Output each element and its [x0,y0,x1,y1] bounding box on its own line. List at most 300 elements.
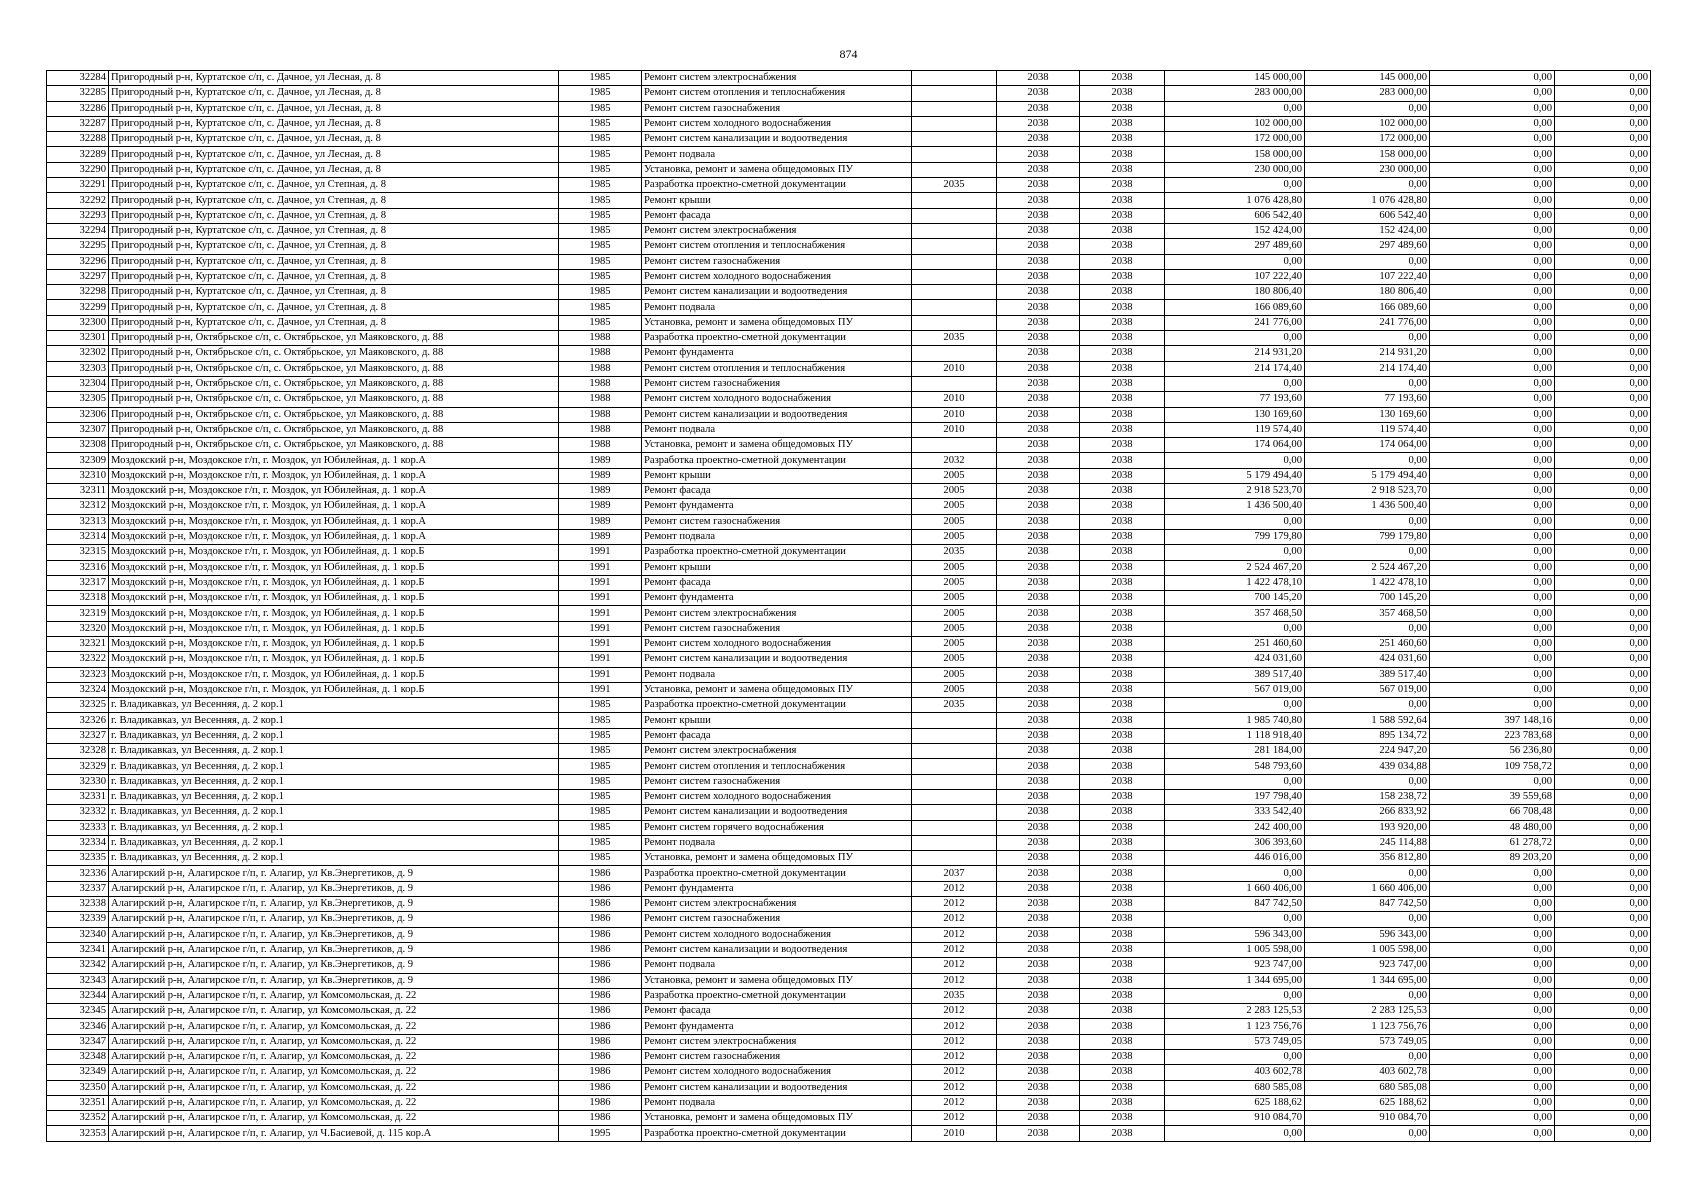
last-repair-year-cell: 2005 [912,636,997,651]
total-cost-cell: 297 489,60 [1165,239,1305,254]
fund-cost-cell: 158 238,72 [1305,789,1430,804]
other-cost-cell: 0,00 [1555,881,1651,896]
last-repair-year-cell: 2037 [912,866,997,881]
build-year-cell: 1985 [559,835,642,850]
row-number: 32317 [47,575,109,590]
budget-cost-cell: 56 236,80 [1430,744,1555,759]
last-repair-year-cell: 2012 [912,1004,997,1019]
row-number: 32306 [47,407,109,422]
work-type-cell: Разработка проектно-сметной документации [642,1126,912,1141]
address-cell: Моздокский р-н, Моздокское г/п, г. Моздок, ул Юбилейная, д. 1 кор.Б [109,667,559,682]
table-row [47,116,1651,131]
last-repair-year-cell: 2035 [912,178,997,193]
fund-cost-cell: 130 169,60 [1305,407,1430,422]
plan-year-end-cell: 2038 [1080,223,1165,238]
budget-cost-cell: 0,00 [1430,575,1555,590]
build-year-cell: 1989 [559,529,642,544]
other-cost-cell: 0,00 [1555,468,1651,483]
address-cell: Пригородный р-н, Октябрьское с/п, с. Октябрьское, ул Маяковского, д. 88 [109,376,559,391]
fund-cost-cell: 297 489,60 [1305,239,1430,254]
row-number: 32337 [47,881,109,896]
fund-cost-cell: 910 084,70 [1305,1111,1430,1126]
row-number: 32286 [47,101,109,116]
plan-year-end-cell: 2038 [1080,774,1165,789]
row-number: 32327 [47,728,109,743]
plan-year-start-cell: 2038 [997,376,1080,391]
plan-year-start-cell: 2038 [997,300,1080,315]
total-cost-cell: 0,00 [1165,988,1305,1003]
total-cost-cell: 357 468,50 [1165,606,1305,621]
other-cost-cell: 0,00 [1555,591,1651,606]
address-cell: г. Владикавказ, ул Весенняя, д. 2 кор.1 [109,835,559,850]
fund-cost-cell: 2 283 125,53 [1305,1004,1430,1019]
plan-year-end-cell: 2038 [1080,239,1165,254]
table-row [47,484,1651,499]
total-cost-cell: 1 005 598,00 [1165,942,1305,957]
other-cost-cell: 0,00 [1555,162,1651,177]
budget-cost-cell: 0,00 [1430,514,1555,529]
other-cost-cell: 0,00 [1555,223,1651,238]
other-cost-cell: 0,00 [1555,575,1651,590]
table-row [47,667,1651,682]
last-repair-year-cell: 2005 [912,606,997,621]
fund-cost-cell: 0,00 [1305,514,1430,529]
fund-cost-cell: 174 064,00 [1305,438,1430,453]
total-cost-cell: 0,00 [1165,698,1305,713]
budget-cost-cell: 0,00 [1430,331,1555,346]
row-number: 32301 [47,331,109,346]
total-cost-cell: 283 000,00 [1165,86,1305,101]
fund-cost-cell: 0,00 [1305,453,1430,468]
address-cell: Пригородный р-н, Октябрьское с/п, с. Октябрьское, ул Маяковского, д. 88 [109,392,559,407]
build-year-cell: 1985 [559,315,642,330]
table-row [47,392,1651,407]
plan-year-start-cell: 2038 [997,851,1080,866]
other-cost-cell: 0,00 [1555,1004,1651,1019]
row-number: 32331 [47,789,109,804]
row-number: 32292 [47,193,109,208]
budget-cost-cell: 0,00 [1430,652,1555,667]
other-cost-cell: 0,00 [1555,514,1651,529]
fund-cost-cell: 77 193,60 [1305,392,1430,407]
total-cost-cell: 242 400,00 [1165,820,1305,835]
budget-cost-cell: 0,00 [1430,1065,1555,1080]
row-number: 32304 [47,376,109,391]
plan-year-end-cell: 2038 [1080,499,1165,514]
plan-year-start-cell: 2038 [997,682,1080,697]
other-cost-cell: 0,00 [1555,1019,1651,1034]
fund-cost-cell: 847 742,50 [1305,897,1430,912]
address-cell: Пригородный р-н, Октябрьское с/п, с. Октябрьское, ул Маяковского, д. 88 [109,422,559,437]
total-cost-cell: 2 918 523,70 [1165,484,1305,499]
fund-cost-cell: 0,00 [1305,101,1430,116]
row-number: 32321 [47,636,109,651]
fund-cost-cell: 567 019,00 [1305,682,1430,697]
plan-year-start-cell: 2038 [997,254,1080,269]
address-cell: Пригородный р-н, Куртатское с/п, с. Дачное, ул Степная, д. 8 [109,223,559,238]
last-repair-year-cell [912,759,997,774]
total-cost-cell: 625 188,62 [1165,1095,1305,1110]
budget-cost-cell: 0,00 [1430,361,1555,376]
work-type-cell: Ремонт систем газоснабжения [642,774,912,789]
work-type-cell: Ремонт систем электроснабжения [642,897,912,912]
build-year-cell: 1991 [559,667,642,682]
total-cost-cell: 1 344 695,00 [1165,973,1305,988]
budget-cost-cell: 0,00 [1430,973,1555,988]
fund-cost-cell: 0,00 [1305,1050,1430,1065]
row-number: 32333 [47,820,109,835]
row-number: 32310 [47,468,109,483]
total-cost-cell: 0,00 [1165,101,1305,116]
total-cost-cell: 166 089,60 [1165,300,1305,315]
work-type-cell: Ремонт систем газоснабжения [642,101,912,116]
build-year-cell: 1985 [559,774,642,789]
row-number: 32295 [47,239,109,254]
plan-year-end-cell: 2038 [1080,468,1165,483]
table-row [47,1065,1651,1080]
table-row [47,315,1651,330]
budget-cost-cell: 0,00 [1430,376,1555,391]
total-cost-cell: 2 283 125,53 [1165,1004,1305,1019]
work-type-cell: Ремонт подвала [642,300,912,315]
work-type-cell: Ремонт систем электроснабжения [642,223,912,238]
plan-year-start-cell: 2038 [997,499,1080,514]
plan-year-end-cell: 2038 [1080,591,1165,606]
other-cost-cell: 0,00 [1555,239,1651,254]
build-year-cell: 1985 [559,789,642,804]
address-cell: г. Владикавказ, ул Весенняя, д. 2 кор.1 [109,774,559,789]
work-type-cell: Ремонт систем электроснабжения [642,71,912,86]
address-cell: г. Владикавказ, ул Весенняя, д. 2 кор.1 [109,789,559,804]
other-cost-cell: 0,00 [1555,789,1651,804]
budget-cost-cell: 0,00 [1430,116,1555,131]
work-type-cell: Разработка проектно-сметной документации [642,331,912,346]
table-row [47,254,1651,269]
other-cost-cell: 0,00 [1555,193,1651,208]
address-cell: г. Владикавказ, ул Весенняя, д. 2 кор.1 [109,759,559,774]
other-cost-cell: 0,00 [1555,652,1651,667]
work-type-cell: Установка, ремонт и замена общедомовых ПУ [642,973,912,988]
other-cost-cell: 0,00 [1555,759,1651,774]
total-cost-cell: 152 424,00 [1165,223,1305,238]
address-cell: Пригородный р-н, Октябрьское с/п, с. Октябрьское, ул Маяковского, д. 88 [109,361,559,376]
fund-cost-cell: 283 000,00 [1305,86,1430,101]
other-cost-cell: 0,00 [1555,866,1651,881]
fund-cost-cell: 0,00 [1305,698,1430,713]
fund-cost-cell: 424 031,60 [1305,652,1430,667]
table-row [47,193,1651,208]
plan-year-start-cell: 2038 [997,728,1080,743]
budget-cost-cell: 109 758,72 [1430,759,1555,774]
last-repair-year-cell [912,71,997,86]
work-type-cell: Установка, ремонт и замена общедомовых ПУ [642,1111,912,1126]
other-cost-cell: 0,00 [1555,713,1651,728]
plan-year-end-cell: 2038 [1080,698,1165,713]
table-row [47,285,1651,300]
budget-cost-cell: 0,00 [1430,545,1555,560]
plan-year-start-cell: 2038 [997,132,1080,147]
last-repair-year-cell: 2005 [912,591,997,606]
work-type-cell: Ремонт фундамента [642,881,912,896]
build-year-cell: 1986 [559,1095,642,1110]
fund-cost-cell: 573 749,05 [1305,1034,1430,1049]
last-repair-year-cell: 2010 [912,422,997,437]
row-number: 32315 [47,545,109,560]
table-row [47,988,1651,1003]
row-number: 32302 [47,346,109,361]
budget-cost-cell: 0,00 [1430,1126,1555,1141]
row-number: 32328 [47,744,109,759]
last-repair-year-cell: 2035 [912,331,997,346]
fund-cost-cell: 102 000,00 [1305,116,1430,131]
plan-year-start-cell: 2038 [997,1004,1080,1019]
other-cost-cell: 0,00 [1555,392,1651,407]
fund-cost-cell: 0,00 [1305,912,1430,927]
last-repair-year-cell [912,300,997,315]
total-cost-cell: 251 460,60 [1165,636,1305,651]
plan-year-end-cell: 2038 [1080,1065,1165,1080]
work-type-cell: Ремонт фундамента [642,499,912,514]
budget-cost-cell: 0,00 [1430,254,1555,269]
build-year-cell: 1985 [559,223,642,238]
row-number: 32284 [47,71,109,86]
work-type-cell: Ремонт подвала [642,958,912,973]
budget-cost-cell: 0,00 [1430,468,1555,483]
last-repair-year-cell: 2012 [912,1034,997,1049]
fund-cost-cell: 172 000,00 [1305,132,1430,147]
build-year-cell: 1985 [559,851,642,866]
address-cell: Алагирский р-н, Алагирское г/п, г. Алагир, ул Комсомольская, д. 22 [109,1019,559,1034]
build-year-cell: 1988 [559,376,642,391]
budget-cost-cell: 0,00 [1430,285,1555,300]
build-year-cell: 1986 [559,897,642,912]
plan-year-end-cell: 2038 [1080,346,1165,361]
address-cell: г. Владикавказ, ул Весенняя, д. 2 кор.1 [109,713,559,728]
total-cost-cell: 107 222,40 [1165,269,1305,284]
plan-year-end-cell: 2038 [1080,575,1165,590]
work-type-cell: Ремонт систем газоснабжения [642,912,912,927]
budget-cost-cell: 48 480,00 [1430,820,1555,835]
row-number: 32334 [47,835,109,850]
other-cost-cell: 0,00 [1555,331,1651,346]
other-cost-cell: 0,00 [1555,958,1651,973]
build-year-cell: 1995 [559,1126,642,1141]
row-number: 32346 [47,1019,109,1034]
fund-cost-cell: 389 517,40 [1305,667,1430,682]
address-cell: Моздокский р-н, Моздокское г/п, г. Моздок, ул Юбилейная, д. 1 кор.Б [109,575,559,590]
work-type-cell: Ремонт подвала [642,529,912,544]
work-type-cell: Ремонт крыши [642,468,912,483]
total-cost-cell: 700 145,20 [1165,591,1305,606]
plan-year-end-cell: 2038 [1080,1050,1165,1065]
table-row [47,499,1651,514]
table-row [47,881,1651,896]
table-row [47,132,1651,147]
work-type-cell: Ремонт систем канализации и водоотведения [642,805,912,820]
plan-year-end-cell: 2038 [1080,1080,1165,1095]
work-type-cell: Ремонт систем газоснабжения [642,254,912,269]
work-type-cell: Ремонт фундамента [642,591,912,606]
table-row [47,269,1651,284]
budget-cost-cell: 0,00 [1430,606,1555,621]
build-year-cell: 1991 [559,560,642,575]
work-type-cell: Ремонт систем канализации и водоотведения [642,1080,912,1095]
other-cost-cell: 0,00 [1555,438,1651,453]
budget-cost-cell: 0,00 [1430,300,1555,315]
plan-year-end-cell: 2038 [1080,407,1165,422]
last-repair-year-cell: 2005 [912,575,997,590]
address-cell: Моздокский р-н, Моздокское г/п, г. Моздок, ул Юбилейная, д. 1 кор.А [109,529,559,544]
fund-cost-cell: 0,00 [1305,988,1430,1003]
table-row [47,86,1651,101]
total-cost-cell: 0,00 [1165,453,1305,468]
plan-year-end-cell: 2038 [1080,208,1165,223]
build-year-cell: 1986 [559,927,642,942]
budget-cost-cell: 0,00 [1430,346,1555,361]
other-cost-cell: 0,00 [1555,208,1651,223]
other-cost-cell: 0,00 [1555,897,1651,912]
budget-cost-cell: 0,00 [1430,1095,1555,1110]
other-cost-cell: 0,00 [1555,805,1651,820]
address-cell: Пригородный р-н, Куртатское с/п, с. Дачное, ул Степная, д. 8 [109,239,559,254]
plan-year-end-cell: 2038 [1080,71,1165,86]
last-repair-year-cell [912,116,997,131]
total-cost-cell: 1 985 740,80 [1165,713,1305,728]
last-repair-year-cell [912,193,997,208]
row-number: 32322 [47,652,109,667]
address-cell: Алагирский р-н, Алагирское г/п, г. Алагир, ул Комсомольская, д. 22 [109,1065,559,1080]
fund-cost-cell: 357 468,50 [1305,606,1430,621]
work-type-cell: Ремонт фасада [642,728,912,743]
plan-year-end-cell: 2038 [1080,484,1165,499]
row-number: 32308 [47,438,109,453]
address-cell: г. Владикавказ, ул Весенняя, д. 2 кор.1 [109,805,559,820]
plan-year-end-cell: 2038 [1080,1126,1165,1141]
fund-cost-cell: 166 089,60 [1305,300,1430,315]
last-repair-year-cell: 2010 [912,1126,997,1141]
plan-year-start-cell: 2038 [997,269,1080,284]
plan-year-start-cell: 2038 [997,835,1080,850]
build-year-cell: 1991 [559,652,642,667]
other-cost-cell: 0,00 [1555,1080,1651,1095]
address-cell: Алагирский р-н, Алагирское г/п, г. Алагир, ул Комсомольская, д. 22 [109,988,559,1003]
total-cost-cell: 567 019,00 [1165,682,1305,697]
plan-year-start-cell: 2038 [997,1126,1080,1141]
last-repair-year-cell [912,346,997,361]
total-cost-cell: 241 776,00 [1165,315,1305,330]
plan-year-start-cell: 2038 [997,361,1080,376]
address-cell: Алагирский р-н, Алагирское г/п, г. Алагир, ул Комсомольская, д. 22 [109,1050,559,1065]
plan-year-end-cell: 2038 [1080,927,1165,942]
row-number: 32303 [47,361,109,376]
last-repair-year-cell: 2012 [912,1080,997,1095]
work-type-cell: Установка, ремонт и замена общедомовых ПУ [642,315,912,330]
other-cost-cell: 0,00 [1555,300,1651,315]
work-type-cell: Ремонт систем холодного водоснабжения [642,116,912,131]
plan-year-start-cell: 2038 [997,606,1080,621]
plan-year-start-cell: 2038 [997,866,1080,881]
work-type-cell: Ремонт систем канализации и водоотведения [642,285,912,300]
last-repair-year-cell: 2012 [912,1111,997,1126]
plan-year-end-cell: 2038 [1080,132,1165,147]
plan-year-end-cell: 2038 [1080,1034,1165,1049]
other-cost-cell: 0,00 [1555,254,1651,269]
total-cost-cell: 0,00 [1165,621,1305,636]
plan-year-end-cell: 2038 [1080,560,1165,575]
other-cost-cell: 0,00 [1555,1095,1651,1110]
plan-year-end-cell: 2038 [1080,269,1165,284]
table-row [47,560,1651,575]
row-number: 32312 [47,499,109,514]
fund-cost-cell: 1 660 406,00 [1305,881,1430,896]
fund-cost-cell: 596 343,00 [1305,927,1430,942]
table-row [47,514,1651,529]
table-row [47,529,1651,544]
table-row [47,422,1651,437]
work-type-cell: Ремонт систем газоснабжения [642,514,912,529]
plan-year-end-cell: 2038 [1080,315,1165,330]
plan-year-start-cell: 2038 [997,285,1080,300]
row-number: 32313 [47,514,109,529]
total-cost-cell: 0,00 [1165,866,1305,881]
row-number: 32323 [47,667,109,682]
table-row [47,178,1651,193]
plan-year-end-cell: 2038 [1080,621,1165,636]
plan-year-end-cell: 2038 [1080,636,1165,651]
last-repair-year-cell: 2005 [912,560,997,575]
plan-year-start-cell: 2038 [997,239,1080,254]
last-repair-year-cell [912,789,997,804]
work-type-cell: Ремонт систем холодного водоснабжения [642,927,912,942]
fund-cost-cell: 1 588 592,64 [1305,713,1430,728]
plan-year-start-cell: 2038 [997,422,1080,437]
fund-cost-cell: 230 000,00 [1305,162,1430,177]
fund-cost-cell: 0,00 [1305,866,1430,881]
total-cost-cell: 230 000,00 [1165,162,1305,177]
build-year-cell: 1985 [559,285,642,300]
build-year-cell: 1991 [559,621,642,636]
table-row [47,728,1651,743]
last-repair-year-cell: 2010 [912,361,997,376]
table-row [47,652,1651,667]
address-cell: Моздокский р-н, Моздокское г/п, г. Моздок, ул Юбилейная, д. 1 кор.А [109,453,559,468]
row-number: 32336 [47,866,109,881]
other-cost-cell: 0,00 [1555,774,1651,789]
fund-cost-cell: 0,00 [1305,178,1430,193]
work-type-cell: Ремонт систем газоснабжения [642,376,912,391]
build-year-cell: 1985 [559,744,642,759]
other-cost-cell: 0,00 [1555,973,1651,988]
plan-year-end-cell: 2038 [1080,744,1165,759]
budget-cost-cell: 0,00 [1430,392,1555,407]
last-repair-year-cell: 2005 [912,529,997,544]
other-cost-cell: 0,00 [1555,560,1651,575]
plan-year-end-cell: 2038 [1080,193,1165,208]
fund-cost-cell: 0,00 [1305,376,1430,391]
table-row [47,1034,1651,1049]
table-row [47,820,1651,835]
plan-year-start-cell: 2038 [997,71,1080,86]
build-year-cell: 1989 [559,468,642,483]
plan-year-end-cell: 2038 [1080,652,1165,667]
budget-cost-cell: 0,00 [1430,1050,1555,1065]
work-type-cell: Ремонт крыши [642,713,912,728]
table-row [47,162,1651,177]
table-row [47,1095,1651,1110]
total-cost-cell: 174 064,00 [1165,438,1305,453]
work-type-cell: Ремонт фундамента [642,1019,912,1034]
work-type-cell: Ремонт фундамента [642,346,912,361]
